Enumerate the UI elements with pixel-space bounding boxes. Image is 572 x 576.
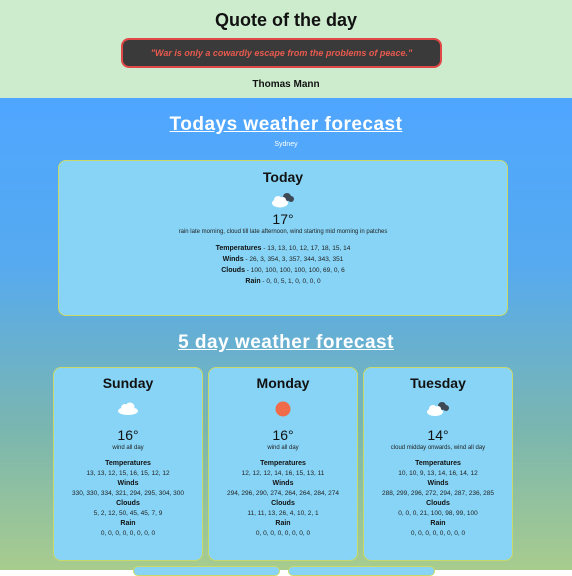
day-temperatures-label: Temperatures xyxy=(415,460,461,467)
day-rain-label: Rain xyxy=(120,520,136,527)
today-temperatures-values: - 13, 13, 10, 12, 17, 18, 15, 14 xyxy=(261,245,351,252)
quote-author: Thomas Mann xyxy=(252,79,320,90)
day-rain-values: 0, 0, 0, 0, 0, 0, 0, 0 xyxy=(100,530,156,537)
day-summary: wind all day xyxy=(112,445,144,451)
day-temperatures-values: 13, 13, 12, 15, 16, 15, 12, 12 xyxy=(86,470,170,477)
day-rain-values: 0, 0, 0, 0, 0, 0, 0, 0 xyxy=(410,530,466,537)
day-card-title: Sunday xyxy=(102,375,154,391)
day-winds-label: Winds xyxy=(272,480,294,487)
day-card-partial xyxy=(133,566,280,576)
today-clouds-label: Clouds xyxy=(221,267,245,274)
today-rain-label: Rain xyxy=(245,278,261,285)
day-clouds-values: 11, 11, 13, 26, 4, 10, 2, 1 xyxy=(247,510,319,517)
day-card-partial xyxy=(288,566,435,576)
day-temperature: 16° xyxy=(117,427,139,443)
day-winds-values: 294, 296, 290, 274, 264, 264, 284, 274 xyxy=(226,490,340,497)
day-card-title: Tuesday xyxy=(410,375,466,391)
today-winds-label: Winds xyxy=(222,256,244,263)
day-summary: wind all day xyxy=(267,445,299,451)
day-temperatures-values: 12, 12, 12, 14, 16, 15, 13, 11 xyxy=(241,470,325,477)
day-winds-values: 330, 330, 334, 321, 294, 295, 304, 300 xyxy=(71,490,185,497)
city-name: Sydney xyxy=(274,141,298,148)
day-clouds-label: Clouds xyxy=(271,500,295,507)
day-card-sunday xyxy=(53,367,203,561)
today-winds-values: - 26, 3, 354, 3, 357, 344, 343, 351 xyxy=(243,256,344,263)
day-card-monday xyxy=(208,367,358,561)
today-summary: rain late morning, cloud till late afternoon, wind starting mid morning in patches xyxy=(178,229,388,235)
day-rain-values: 0, 0, 0, 0, 0, 0, 0, 0 xyxy=(255,530,311,537)
day-rain-label: Rain xyxy=(275,520,291,527)
today-rain-values: - 0, 0, 5, 1, 0, 0, 0, 0 xyxy=(260,278,321,285)
day-card-title: Monday xyxy=(256,375,310,391)
day-temperatures-label: Temperatures xyxy=(105,460,151,467)
day-clouds-values: 0, 0, 0, 21, 100, 98, 99, 100 xyxy=(398,510,478,517)
today-card xyxy=(58,160,508,316)
today-temperatures-label: Temperatures xyxy=(215,245,262,252)
day-winds-label: Winds xyxy=(117,480,139,487)
today-clouds-values: - 100, 100, 100, 100, 100, 69, 0, 6 xyxy=(244,267,345,274)
day-clouds-label: Clouds xyxy=(426,500,450,507)
cloud-icon xyxy=(117,401,139,415)
day-temperatures-label: Temperatures xyxy=(260,460,306,467)
five-day-forecast-title: 5 day weather forecast xyxy=(178,332,394,353)
day-rain-label: Rain xyxy=(430,520,446,527)
day-clouds-label: Clouds xyxy=(116,500,140,507)
day-winds-values: 288, 299, 296, 272, 294, 287, 236, 285 xyxy=(381,490,495,497)
day-temperature: 16° xyxy=(272,427,294,443)
day-card-tuesday xyxy=(363,367,513,561)
day-temperature: 14° xyxy=(427,427,449,443)
day-clouds-values: 5, 2, 12, 50, 45, 45, 7, 9 xyxy=(93,510,163,517)
day-summary: cloud midday onwards, wind all day xyxy=(390,445,486,451)
day-winds-label: Winds xyxy=(427,480,449,487)
todays-forecast-title: Todays weather forecast xyxy=(169,114,403,135)
quote-box xyxy=(121,38,442,68)
day-temperatures-values: 10, 10, 9, 13, 14, 16, 14, 12 xyxy=(398,470,478,477)
today-card-title: Today xyxy=(262,169,304,185)
cloud-night-icon xyxy=(270,191,296,209)
quote-text: "War is only a cowardly escape from the problems of peace." xyxy=(150,48,413,58)
quote-title: Quote of the day xyxy=(214,10,357,30)
sun-icon xyxy=(275,401,291,417)
today-temperature: 17° xyxy=(272,211,294,227)
cloud-night-icon xyxy=(425,401,451,417)
